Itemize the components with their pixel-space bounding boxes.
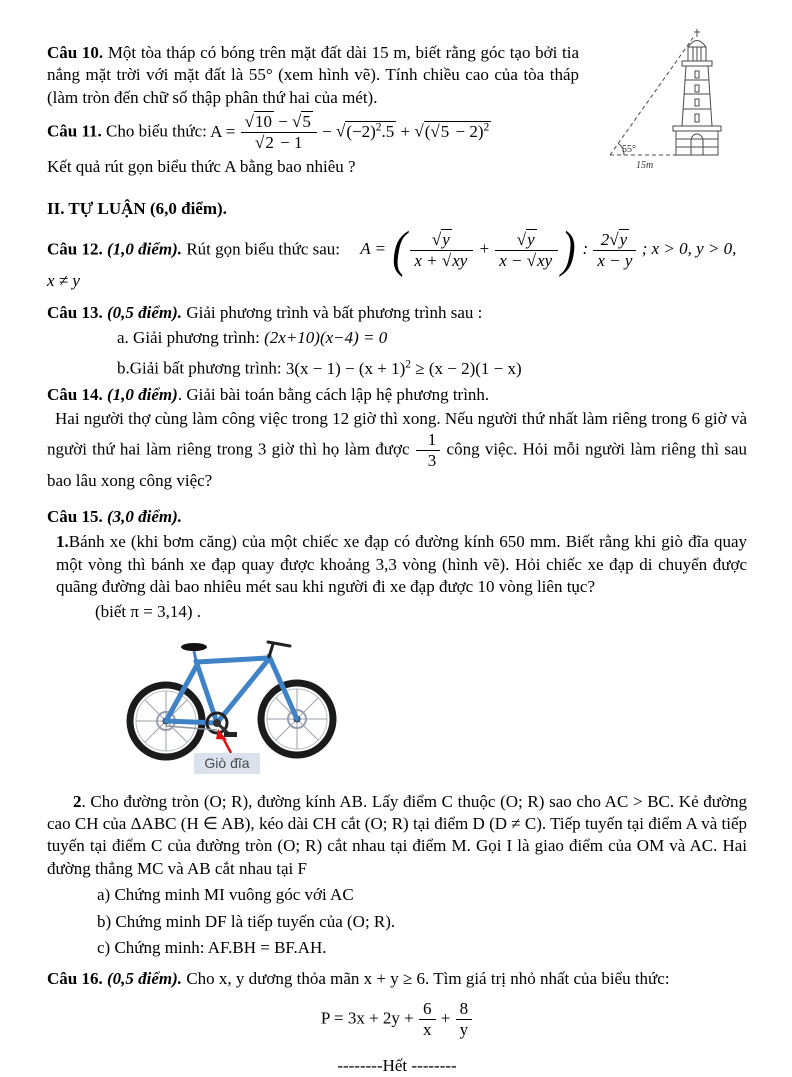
- radical-icon: √: [430, 121, 440, 141]
- radical-icon: √: [255, 133, 265, 153]
- math-radicand: [301, 111, 313, 131]
- math-denominator: [495, 251, 558, 270]
- math-text: x −: [499, 250, 527, 270]
- math-text: công việc. Hỏi mỗi người làm riêng thì sau bao lâu xong công việc?: [47, 439, 747, 490]
- math-denominator: [456, 1020, 473, 1039]
- question-12-points: (1,0 điểm).: [102, 239, 183, 259]
- math-text: P = 3x + 2y +: [320, 1008, 418, 1028]
- question-15-label: Câu 15.: [47, 506, 103, 526]
- math-text: xy: [537, 250, 553, 270]
- item2-number: 2: [73, 791, 82, 811]
- radical-icon: √: [335, 121, 346, 141]
- item2-text: . Cho đường tròn (O; R), đường kính AB. Lấy điểm C thuộc (O; R) sao cho AC > BC. Kẻ đường cao CH của ΔABC (H ∈ AB), kéo dài CH cắt (O; R) tại điểm D (D ≠ C). Tiếp tuyến tại điểm A và tiếp tuyến tại điểm C của đường tròn (O; R) cắt nhau tại điểm M. Gọi I là giao điểm của OM và AC. Hai đường thẳng MC và AB cắt nhau tại F: [47, 791, 747, 878]
- math-superscript: 2: [483, 119, 490, 133]
- math-fraction: [456, 1000, 473, 1039]
- radical-icon: √: [516, 229, 527, 249]
- angle-label: 55°: [622, 144, 636, 155]
- math-text: 6: [423, 999, 432, 1019]
- radical-icon: √: [292, 112, 302, 132]
- seat-post: [194, 651, 196, 661]
- math-text: y: [459, 1019, 469, 1039]
- math-text: +: [474, 239, 495, 259]
- math-text: y: [442, 229, 450, 249]
- math-radicand: [536, 250, 554, 270]
- math-radicand: [441, 229, 452, 249]
- question-10-text: Một tòa tháp có bóng trên mặt đất dài 15 m, biết rằng góc tạo bởi tia nắng mặt trời với mặt đất là 55° (xem hình vẽ). Tính chiều cao của tòa tháp (làm tròn đến chữ số thập phân thứ hai của mét).: [47, 43, 580, 107]
- math-numerator: [593, 231, 636, 251]
- question-14-paragraph: [47, 408, 747, 492]
- question-13a-prefix: a. Giải phương trình:: [117, 328, 265, 348]
- question-16: [47, 968, 747, 990]
- math-text: 3: [427, 450, 437, 470]
- math-text: +: [396, 121, 415, 141]
- math-radicand: [451, 250, 469, 270]
- distance-label: 15m: [636, 160, 654, 171]
- crankset-label: Giò đĩa: [204, 755, 250, 772]
- math-text: A =: [360, 239, 391, 259]
- math-text: 1: [427, 429, 437, 449]
- math-text: −: [317, 121, 336, 141]
- item1-note: (biết π = 3,14) .: [95, 601, 201, 621]
- question-11-outro: Kết quả rút gọn biểu thức A bằng bao nhiêu ?: [47, 157, 356, 176]
- question-13a: [117, 327, 747, 349]
- math-denominator: [241, 133, 317, 152]
- radical-icon: √: [431, 229, 442, 249]
- math-sqrt: [432, 231, 452, 249]
- handlebar: [268, 642, 290, 657]
- math-fraction: [410, 231, 473, 270]
- bicycle-figure: [119, 631, 364, 776]
- math-numerator: [410, 231, 473, 251]
- math-sqrt: [517, 231, 537, 249]
- math-text: 8: [459, 999, 469, 1019]
- math-text: (−2): [346, 121, 376, 141]
- radical-icon: √: [414, 121, 424, 141]
- math-sqrt: [527, 252, 554, 270]
- shadow-hypotenuse-line: [610, 35, 695, 155]
- question-13b: [117, 356, 747, 380]
- saddle: [181, 643, 207, 651]
- question-12-intro: Rút gọn biểu thức sau:: [182, 239, 341, 259]
- math-radicand: [264, 132, 276, 152]
- part-b: b) Chứng minh DF là tiếp tuyến của (O; R).: [97, 911, 396, 931]
- math-superscript: 2: [375, 119, 382, 133]
- math-text: xy: [452, 250, 468, 270]
- math-sqrt: [609, 231, 629, 249]
- math-text: (2x+10)(x−4) = 0: [264, 328, 388, 348]
- question-11-label: Câu 11.: [47, 121, 102, 141]
- item1-number: 1.: [56, 532, 69, 552]
- question-12-formula: A = ( $\frac{√y}{x + √xy}$ + $\frac{√y}{x - √xy}$ ) : $\frac{2√y}{x - y}$ ; x > 0, y > 0, x ≠ y: [47, 222, 737, 290]
- radical-icon: √: [441, 250, 452, 270]
- math-radicand: [526, 229, 537, 249]
- math-text: −: [273, 112, 293, 132]
- question-13a-formula: [264, 328, 387, 347]
- question-13-points: (0,5 điểm).: [102, 303, 183, 322]
- lighthouse-figure: [600, 22, 750, 172]
- question-14-points: (1,0 điểm): [102, 384, 178, 404]
- radical-icon: √: [609, 229, 619, 249]
- math-denominator: [593, 251, 636, 270]
- question-15-item2: [47, 791, 747, 881]
- math-text: A =: [210, 121, 240, 141]
- math-text: ≥ (x − 2)(1 − x): [411, 358, 522, 378]
- question-14-intro: . Giải bài toán bằng cách lập hệ phương trình.: [177, 384, 490, 404]
- math-sqrt: [430, 121, 451, 143]
- math-radicand: [254, 111, 274, 131]
- math-sqrt: [255, 134, 276, 152]
- math-numerator: [241, 113, 317, 133]
- math-denominator: [416, 451, 441, 470]
- question-16-text: Cho x, y dương thỏa mãn x + y ≥ 6. Tìm giá trị nhỏ nhất của biểu thức:: [182, 968, 670, 988]
- math-sqrt: [245, 113, 274, 131]
- math-text: 5: [440, 121, 450, 141]
- math-fraction: [416, 431, 441, 470]
- math-numerator: [456, 1000, 473, 1020]
- math-text: +: [436, 1008, 455, 1028]
- part-a: a) Chứng minh MI vuông góc với AC: [97, 885, 354, 905]
- part-c: c) Chứng minh: AF.BH = BF.AH.: [97, 938, 327, 958]
- math-numerator: [419, 1000, 436, 1020]
- math-text: (: [424, 121, 431, 141]
- section-heading: II. TỰ LUẬN (6,0 điểm).: [47, 199, 227, 219]
- question-14-label: Câu 14.: [47, 384, 103, 404]
- math-text: 3(x − 1) − (x + 1): [285, 358, 406, 378]
- math-text: 2: [600, 229, 610, 249]
- math-text: :: [578, 239, 593, 259]
- math-text: − 2): [451, 121, 484, 141]
- math-sqrt: [336, 119, 396, 143]
- math-fraction: [241, 113, 317, 152]
- math-radicand: [345, 121, 396, 141]
- math-sqrt: [414, 119, 491, 143]
- math-radicand: [424, 121, 492, 141]
- question-16-label: Câu 16.: [47, 968, 103, 988]
- end-marker: --------Hết --------: [337, 1055, 457, 1075]
- math-text: − 1: [275, 133, 303, 153]
- math-text: x: [423, 1019, 432, 1039]
- math-sqrt: [442, 252, 469, 270]
- math-fraction: [419, 1000, 436, 1039]
- question-15-parts: [97, 884, 747, 959]
- math-denominator: [410, 251, 473, 270]
- bicycle-figure-wrap: [119, 631, 747, 782]
- question-16-points: (0,5 điểm).: [102, 968, 183, 988]
- question-12: [47, 222, 747, 292]
- question-15-item1: [47, 531, 747, 598]
- question-13: [47, 302, 747, 324]
- math-radicand: [619, 229, 630, 249]
- math-fraction: [495, 231, 558, 270]
- math-numerator: [495, 231, 558, 251]
- math-text: 10: [254, 112, 272, 132]
- question-11-formula: [210, 112, 491, 153]
- radical-icon: √: [244, 112, 254, 132]
- question-12-label: Câu 12.: [47, 239, 103, 259]
- question-14: [47, 384, 747, 406]
- math-text: .5: [381, 121, 395, 141]
- math-text: 2: [265, 133, 274, 153]
- math-text: x +: [414, 250, 442, 270]
- question-13b-formula: [285, 356, 522, 378]
- math-text: x − y: [597, 250, 633, 270]
- question-15-points: (3,0 điểm).: [102, 506, 183, 526]
- math-superscript: 2: [405, 356, 412, 370]
- math-text: ; x > 0, y > 0, x ≠ y: [47, 239, 737, 290]
- math-fraction: [593, 231, 636, 270]
- question-16-formula: [47, 1000, 747, 1039]
- question-13-intro: Giải phương trình và bất phương trình sau :: [182, 303, 483, 322]
- math-text: Hai người thợ cùng làm công việc trong 12 giờ thì xong. Nếu người thứ nhất làm riêng trong 6 giờ và người thứ hai làm riêng trong 3 giờ thì họ làm được: [47, 409, 747, 459]
- math-radicand: [440, 121, 452, 141]
- question-11-intro: Cho biểu thức:: [101, 121, 211, 141]
- item1-text: Bánh xe (khi bơm căng) của một chiếc xe đạp có đường kính 650 mm. Biết rằng khi giò đĩa quay một vòng thì bánh xe đạp quay được khoảng 3,3 vòng (hình vẽ). Hỏi chiếc xe đạp di chuyển được quãng đường dài bao nhiêu mét sau khi người đi xe đạp được 10 vòng liên tục?: [56, 532, 747, 597]
- lighthouse-tower: [673, 29, 721, 155]
- radical-icon: √: [526, 250, 537, 270]
- question-15: [47, 506, 747, 528]
- question-13b-prefix: b.Giải bất phương trình:: [117, 358, 286, 378]
- math-denominator: [419, 1020, 436, 1039]
- math-sqrt: [292, 113, 313, 131]
- math-text: 5: [302, 112, 311, 132]
- question-13-label: Câu 13.: [47, 303, 103, 322]
- math-text: y: [619, 229, 628, 249]
- math-numerator: [416, 431, 441, 451]
- math-text: y: [527, 229, 535, 249]
- question-10: [47, 42, 579, 109]
- question-10-label: Câu 10.: [47, 43, 104, 62]
